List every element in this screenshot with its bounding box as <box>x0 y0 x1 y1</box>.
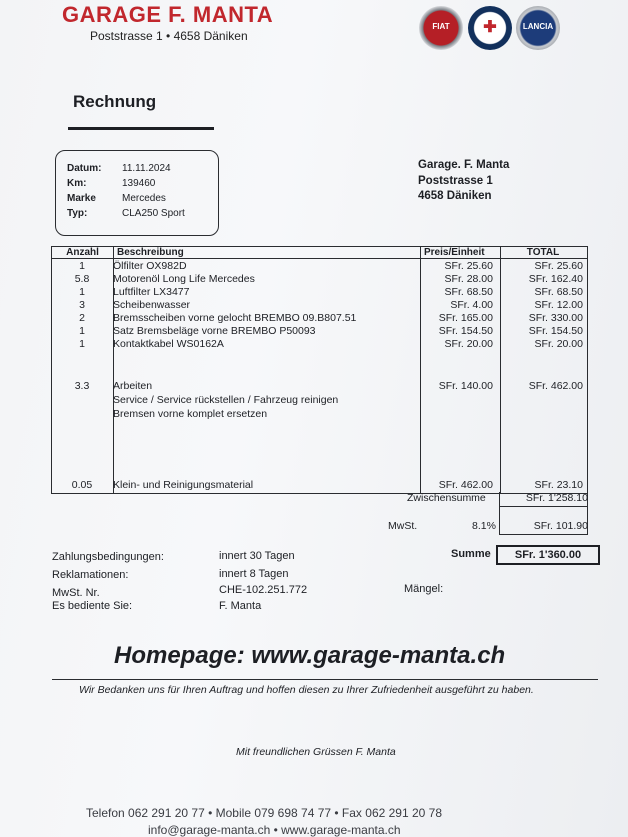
row-description: Kontaktkabel WS0162A <box>113 338 224 350</box>
row-unit-price: SFr. 68.50 <box>444 286 493 298</box>
labor-title: Arbeiten <box>113 380 153 392</box>
row-qty: 1 <box>79 325 85 337</box>
recipient-address <box>418 158 509 205</box>
terms-value: F. Manta <box>219 600 262 612</box>
vehicle-key: Marke <box>67 193 96 204</box>
homepage-text: Homepage: www.garage-manta.ch <box>114 642 506 669</box>
subtotal-label: Zwischensumme <box>407 492 486 504</box>
row-total: SFr. 154.50 <box>528 325 583 337</box>
material-description: Klein- und Reinigungsmaterial <box>113 479 254 491</box>
homepage-rule <box>52 679 598 680</box>
row-qty: 1 <box>79 338 85 350</box>
row-qty: 1 <box>79 260 85 272</box>
terms-label: Zahlungsbedingungen: <box>52 551 164 563</box>
fiat-logo-text: FIAT <box>432 22 450 31</box>
vehicle-value: 139460 <box>122 178 156 189</box>
row-unit-price: SFr. 4.00 <box>450 299 493 311</box>
thanks-text: Wir Bedanken uns für Ihren Auftrag und hoffen diesen zu Ihrer Zufriedenheit ausgeführt zu haben. <box>79 684 534 696</box>
row-description: Scheibenwasser <box>113 299 191 311</box>
vehicle-value: 11.11.2024 <box>122 163 171 174</box>
vehicle-info-box <box>55 150 219 236</box>
title-underline <box>68 127 214 130</box>
row-unit-price: SFr. 165.00 <box>438 312 493 324</box>
alfa-romeo-logo-icon <box>468 6 512 50</box>
labor-hours: 3.3 <box>74 380 90 392</box>
row-description: Ölfilter OX982D <box>113 260 187 272</box>
header-total: TOTAL <box>526 247 560 258</box>
recipient-line: Poststrasse 1 <box>418 174 493 187</box>
row-total: SFr. 162.40 <box>528 273 583 285</box>
sum-label: Summe <box>451 548 491 560</box>
header-description: Beschreibung <box>117 247 184 258</box>
row-unit-price: SFr. 154.50 <box>438 325 493 337</box>
row-description: Satz Bremsbeläge vorne BREMBO P50093 <box>113 325 316 337</box>
row-total: SFr. 68.50 <box>534 286 583 298</box>
vat-label: MwSt. <box>388 520 418 532</box>
company-address: Poststrasse 1 • 4658 Däniken <box>90 29 248 43</box>
header-qty: Anzahl <box>66 247 99 258</box>
lancia-logo-text: LANCIA <box>522 22 554 31</box>
terms-value: innert 30 Tagen <box>219 550 295 562</box>
material-qty: 0.05 <box>71 479 93 491</box>
labor-description: Service / Service rückstellen / Fahrzeug reinigen <box>113 394 339 406</box>
vehicle-key: Typ: <box>67 208 88 219</box>
row-unit-price: SFr. 20.00 <box>444 338 493 350</box>
sum-value: SFr. 1'360.00 <box>496 545 600 565</box>
fiat-logo-icon <box>419 6 463 50</box>
column-divider <box>500 247 501 493</box>
material-total: SFr. 23.10 <box>534 479 583 491</box>
row-unit-price: SFr. 28.00 <box>444 273 493 285</box>
terms-label: Es bediente Sie: <box>52 600 133 612</box>
row-total: SFr. 25.60 <box>534 260 583 272</box>
column-divider <box>420 247 421 493</box>
row-unit-price: SFr. 25.60 <box>444 260 493 272</box>
labor-rate: SFr. 140.00 <box>438 380 493 392</box>
row-qty: 1 <box>79 286 85 298</box>
subtotal-value: SFr. 1'258.10 <box>525 492 588 504</box>
terms-value: CHE-102.251.772 <box>219 584 308 596</box>
row-total: SFr. 20.00 <box>534 338 583 350</box>
row-description: Luftfilter LX3477 <box>113 286 190 298</box>
recipient-line: 4658 Däniken <box>418 190 492 202</box>
footer-web: info@garage-manta.ch • www.garage-manta.ch <box>148 823 401 837</box>
header-divider <box>52 258 587 259</box>
alfa-logo-text: ✚ <box>483 19 497 36</box>
row-qty: 5.8 <box>74 273 90 285</box>
terms-value: innert 8 Tagen <box>219 568 289 580</box>
row-description: Motorenöl Long Life Mercedes <box>113 273 255 285</box>
vehicle-key: Datum: <box>67 163 102 174</box>
vehicle-value: Mercedes <box>122 193 166 204</box>
terms-label: Reklamationen: <box>52 569 129 581</box>
header-unit-price: Preis/Einheit <box>424 247 485 258</box>
material-base: SFr. 462.00 <box>438 479 493 491</box>
vehicle-key: Km: <box>67 178 87 189</box>
row-qty: 3 <box>79 299 85 311</box>
greeting-text: Mit freundlichen Grüssen F. Manta <box>236 746 396 758</box>
row-total: SFr. 330.00 <box>528 312 583 324</box>
row-description: Bremsscheiben vorne gelocht BREMBO 09.B807.51 <box>113 312 357 324</box>
row-total: SFr. 12.00 <box>534 299 583 311</box>
row-qty: 2 <box>79 312 85 324</box>
vat-rate: 8.1% <box>472 520 496 532</box>
terms-label: MwSt. Nr. <box>52 587 100 599</box>
company-name: GARAGE F. MANTA <box>62 2 274 27</box>
lancia-logo-icon <box>516 6 560 50</box>
labor-description: Bremsen vorne komplet ersetzen <box>113 408 268 420</box>
labor-total: SFr. 462.00 <box>528 380 583 392</box>
vehicle-value: CLA250 Sport <box>122 208 185 219</box>
vat-value: SFr. 101.90 <box>533 520 588 532</box>
footer-contact: Telefon 062 291 20 77 • Mobile 079 698 74 77 • Fax 062 291 20 78 <box>86 806 443 820</box>
invoice-table <box>51 246 588 494</box>
recipient-line: Garage. F. Manta <box>418 159 510 171</box>
document-title: Rechnung <box>73 92 157 111</box>
defects-label: Mängel: <box>404 583 444 595</box>
